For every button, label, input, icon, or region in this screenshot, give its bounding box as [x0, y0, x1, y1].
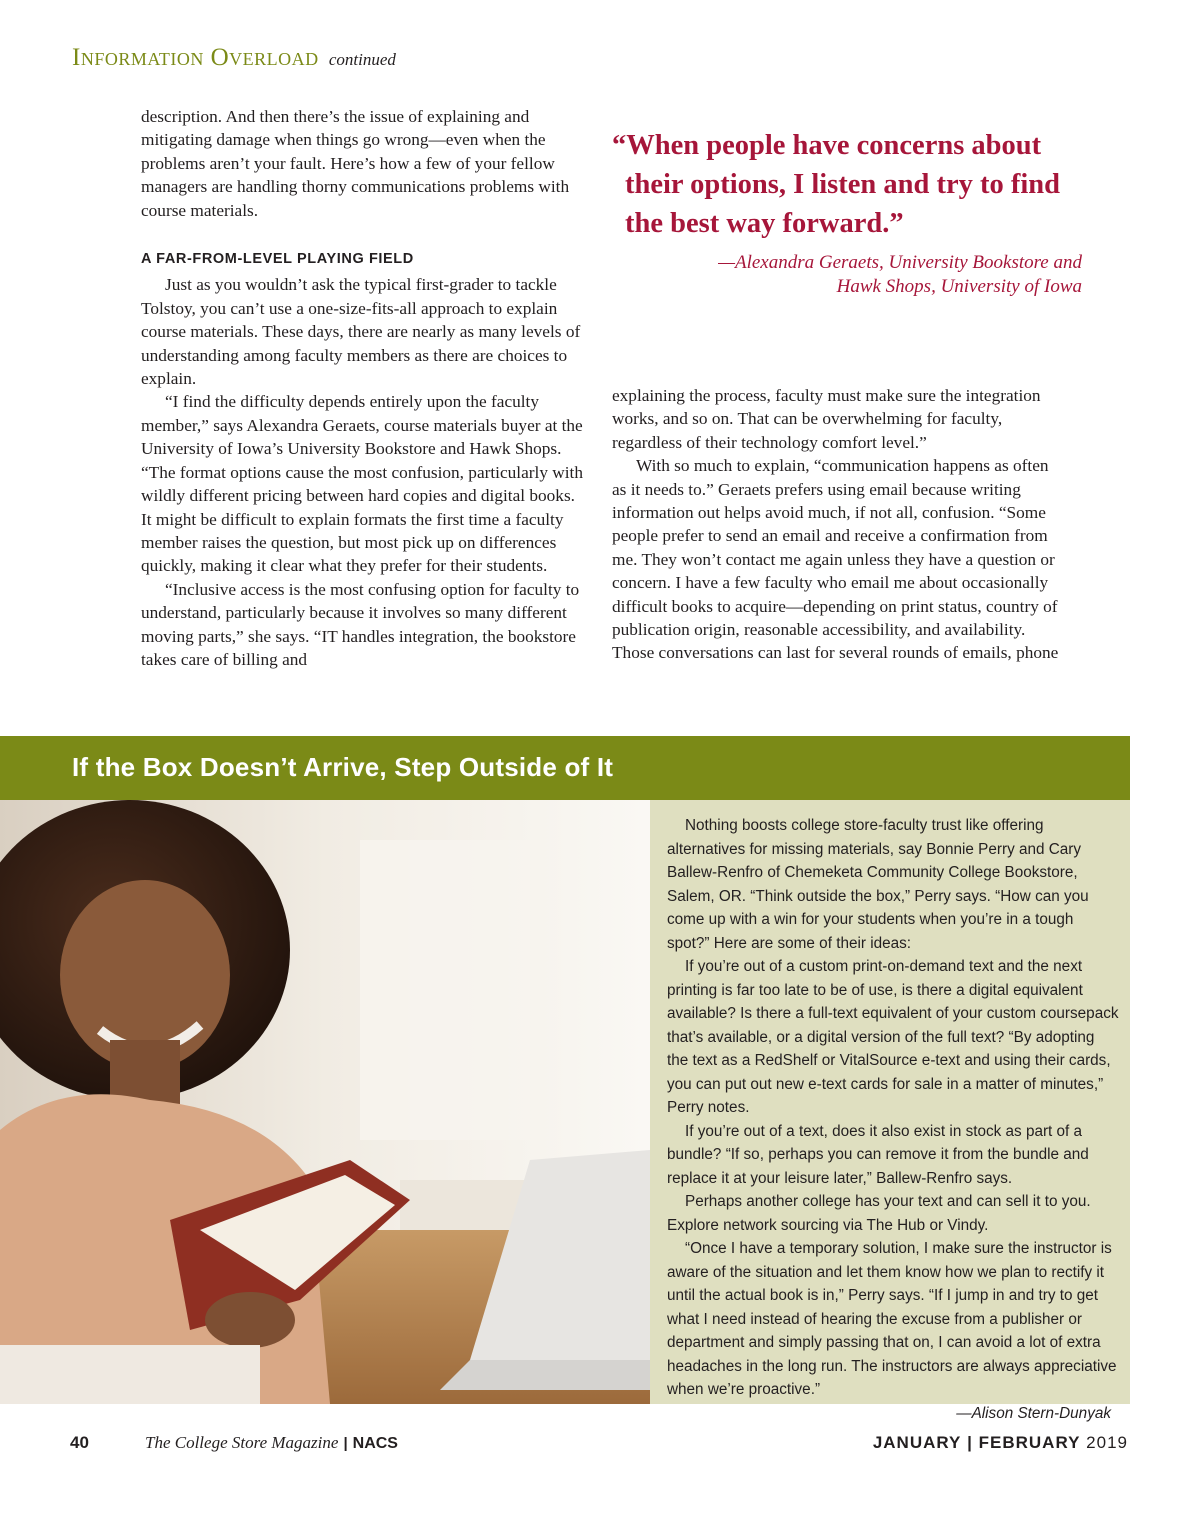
magazine-name: The College Store Magazine — [145, 1433, 339, 1452]
issue-date-separator: | — [967, 1433, 973, 1452]
issue-month-2: FEBRUARY — [978, 1433, 1081, 1452]
running-head-continued: continued — [328, 50, 396, 69]
org-name: NACS — [352, 1435, 398, 1452]
running-head-title: Information Overload — [72, 44, 319, 71]
issue-date — [873, 1433, 1128, 1453]
pull-quote — [612, 126, 1092, 299]
photo-illustration — [0, 800, 650, 1404]
article-column-left — [141, 105, 588, 671]
paragraph: “Inclusive access is the most confusing option for faculty to understand, particularly because it involves so many different moving parts,” she says. “IT handles integration, the bookstore takes care of billing and — [141, 579, 580, 669]
sidebar-paragraph: “Once I have a temporary solution, I make sure the instructor is aware of the situation and let them know how we plan to rectify it until the actual book is in,” Perry says. “If I jump in and try to get what I need instead of hearing the excuse from a publisher or department and simply passing that on, I can avoid a lot of extra headaches in the long run. The instructors are always appreciative when we’re proactive.” — [667, 1240, 1117, 1398]
page-number: 40 — [70, 1433, 89, 1452]
footer-publication — [145, 1433, 398, 1453]
sidebar-paragraph: If you’re out of a text, does it also exist in stock as part of a bundle? “If so, perhaps you can remove it from the bundle and replace it at your leisure later,” Ballew-Renfro says. — [667, 1122, 1089, 1187]
sidebar-heading: If the Box Doesn’t Arrive, Step Outside of It — [72, 752, 614, 782]
paragraph: Just as you wouldn’t ask the typical first-grader to tackle Tolstoy, you can’t use a one-size-fits-all approach to explain course materials. These days, there are nearly as many levels of understanding among faculty members as there are choices to explain. — [141, 275, 581, 389]
pull-quote-text: “When people have concerns about their options, I listen and try to find the best way forward.” — [612, 130, 1060, 239]
photo-woman-reading-book — [0, 800, 650, 1404]
paragraph: “I find the difficulty depends entirely upon the faculty member,” says Alexandra Geraets, course materials buyer at the University of Iowa’s University Bookstore and Hawk Shops. “The format options cause the most confusion, particularly with wildly different pricing between hard copies and digital books. It might be difficult to explain formats the first time a faculty member raises the question, but most pick up on differences quickly, making it clear what they prefer for their students. — [141, 392, 583, 576]
article-column-right — [612, 384, 1062, 665]
sidebar-paragraph: If you’re out of a custom print-on-demand text and the next printing is far too late to be of use, is there a digital equivalent available? Is there a full-text equivalent of your custom coursepack that’s available, or a digital version of the full text? “By adopting the text as a RedShelf or VitalSource e-text and using their cards, you can put out new e-text cards for sale in a matter of minutes,” Perry notes. — [667, 958, 1119, 1116]
footer-separator: | — [343, 1435, 348, 1452]
sidebar-paragraph: Nothing boosts college store-faculty trust like offering alternatives for missing materials, say Bonnie Perry and Cary Ballew-Renfro of Chemeketa Community College Bookstore, Salem, OR. “Think outside the box,” Perry says. “How can you come up with a win for your students when you’re in a tough spot?” Here are some of their ideas: — [667, 817, 1089, 952]
sidebar-attribution: —Alison Stern-Dunyak — [956, 1404, 1111, 1422]
sidebar-paragraph: Perhaps another college has your text and can sell it to you. Explore network sourcing via The Hub or Vindy. — [667, 1193, 1091, 1234]
running-head — [72, 44, 396, 72]
page-footer — [0, 1430, 1200, 1460]
pull-quote-attribution-line: —Alexandra Geraets, University Bookstore and — [718, 252, 1082, 273]
paragraph: description. And then there’s the issue of explaining and mitigating damage when things go wrong—even when the problems aren’t your fault. Here’s how a few of your fellow managers are handling thorny communications problems with course materials. — [141, 107, 570, 220]
sidebar-header-bar — [0, 736, 1130, 800]
pull-quote-attribution-line: Hawk Shops, University of Iowa — [836, 276, 1082, 297]
issue-month-1: JANUARY — [872, 1433, 962, 1452]
paragraph: With so much to explain, “communication happens as often as it needs to.” Geraets prefers using email because writing information out helps avoid much, if not all, confusion. “Some people prefer to send an email and receive a confirmation from me. They won’t contact me again unless they have a question or concern. I have a few faculty who email me about occasionally difficult books to acquire—depending on print status, country of publication origin, reasonable accessibility, and availability. Those conversations can last for several rounds of emails, phone — [612, 456, 1059, 663]
issue-year: 2019 — [1086, 1433, 1128, 1452]
paragraph: explaining the process, faculty must make sure the integration works, and so on. That can be overwhelming for faculty, regardless of their technology comfort level.” — [612, 386, 1041, 452]
section-subhead: A FAR-FROM-LEVEL PLAYING FIELD — [141, 251, 414, 268]
pull-quote-attribution — [612, 251, 1092, 299]
sidebar-text — [667, 814, 1119, 1425]
